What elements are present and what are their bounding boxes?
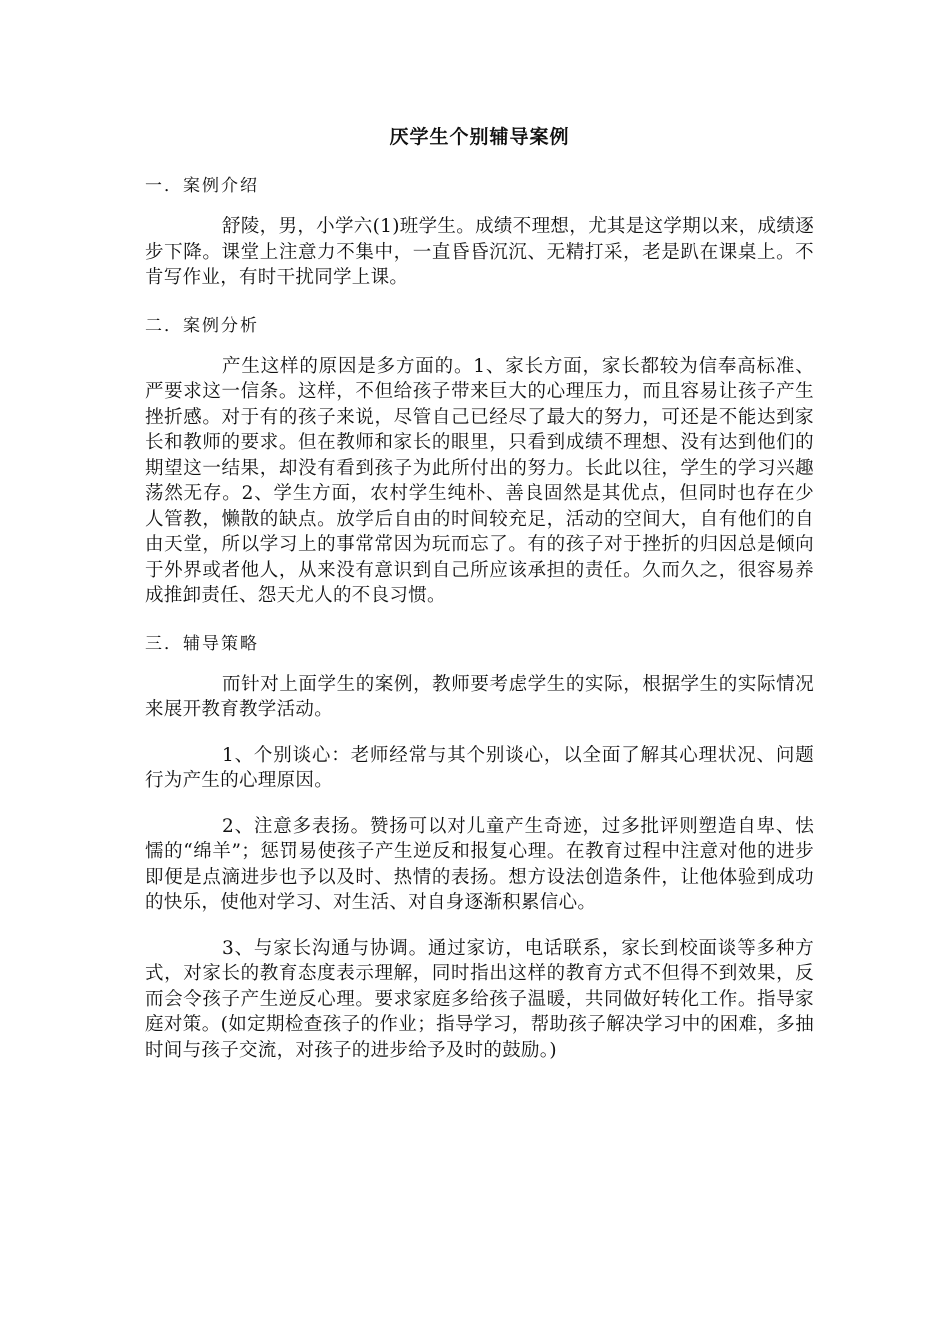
strategy-item-1: 1、个别谈心：老师经常与其个别谈心，以全面了解其心理状况、问题行为产生的心理原因。 xyxy=(145,744,814,791)
document-title: 厌学生个别辅导案例 xyxy=(389,126,570,148)
strategy-item-3: 3、与家长沟通与协调。通过家访，电话联系，家长到校面谈等多种方式，对家长的教育态度表示理解，同时指出这样的教育方式不但得不到效果，反而会令孩子产生逆反心理。要求家庭多给孩子温暖，共同做好转化工作。指导家庭对策。(如定期检查孩子的作业；指导学习，帮助孩子解决学习中的困难，多抽时间与孩子交流，对孩子的进步给予及时的鼓励。) xyxy=(145,937,814,1061)
intro-paragraph: 舒陵，男，小学六(1)班学生。成绩不理想，尤其是这学期以来，成绩逐步下降。课堂上注意力不集中，一直昏昏沉沉、无精打采，老是趴在课桌上。不肯写作业，有时干扰同学上课。 xyxy=(145,216,814,288)
section-heading-analysis: 二．案例分析 xyxy=(145,315,259,336)
section-heading-strategy: 三．辅导策略 xyxy=(145,633,259,654)
section-heading-intro: 一．案例介绍 xyxy=(145,176,259,196)
strategy-item-2: 2、注意多表扬。赞扬可以对儿童产生奇迹，过多批评则塑造自卑、怯懦的“绵羊”；惩罚易使孩子产生逆反和报复心理。在教育过程中注意对他的进步即便是点滴进步也予以及时、热情的表扬。想方设法创造条件，让他体验到成功的快乐，使他对学习、对生活、对自身逐渐积累信心。 xyxy=(145,815,814,913)
strategy-intro-paragraph: 而针对上面学生的案例，教师要考虑学生的实际，根据学生的实际情况来展开教育教学活动。 xyxy=(145,673,814,720)
analysis-paragraph: 产生这样的原因是多方面的。1、家长方面，家长都较为信奉高标准、严要求这一信条。这样，不但给孩子带来巨大的心理压力，而且容易让孩子产生挫折感。对于有的孩子来说，尽管自己已经尽了最大的努力，可还是不能达到家长和教师的要求。但在教师和家长的眼里，只看到成绩不理想、没有达到他们的期望这一结果，却没有看到孩子为此所付出的努力。长此以往，学生的学习兴趣荡然无存。2、学生方面，农村学生纯朴、善良固然是其优点，但同时也存在少人管教，懒散的缺点。放学后自由的时间较充足，活动的空间大，自有他们的自由天堂，所以学习上的事常常因为玩而忘了。有的孩子对于挫折的归因总是倾向于外界或者他人，从来没有意识到自己所应该承担的责任。久而久之，很容易养成推卸责任、怨天尤人的不良习惯。 xyxy=(145,355,814,606)
